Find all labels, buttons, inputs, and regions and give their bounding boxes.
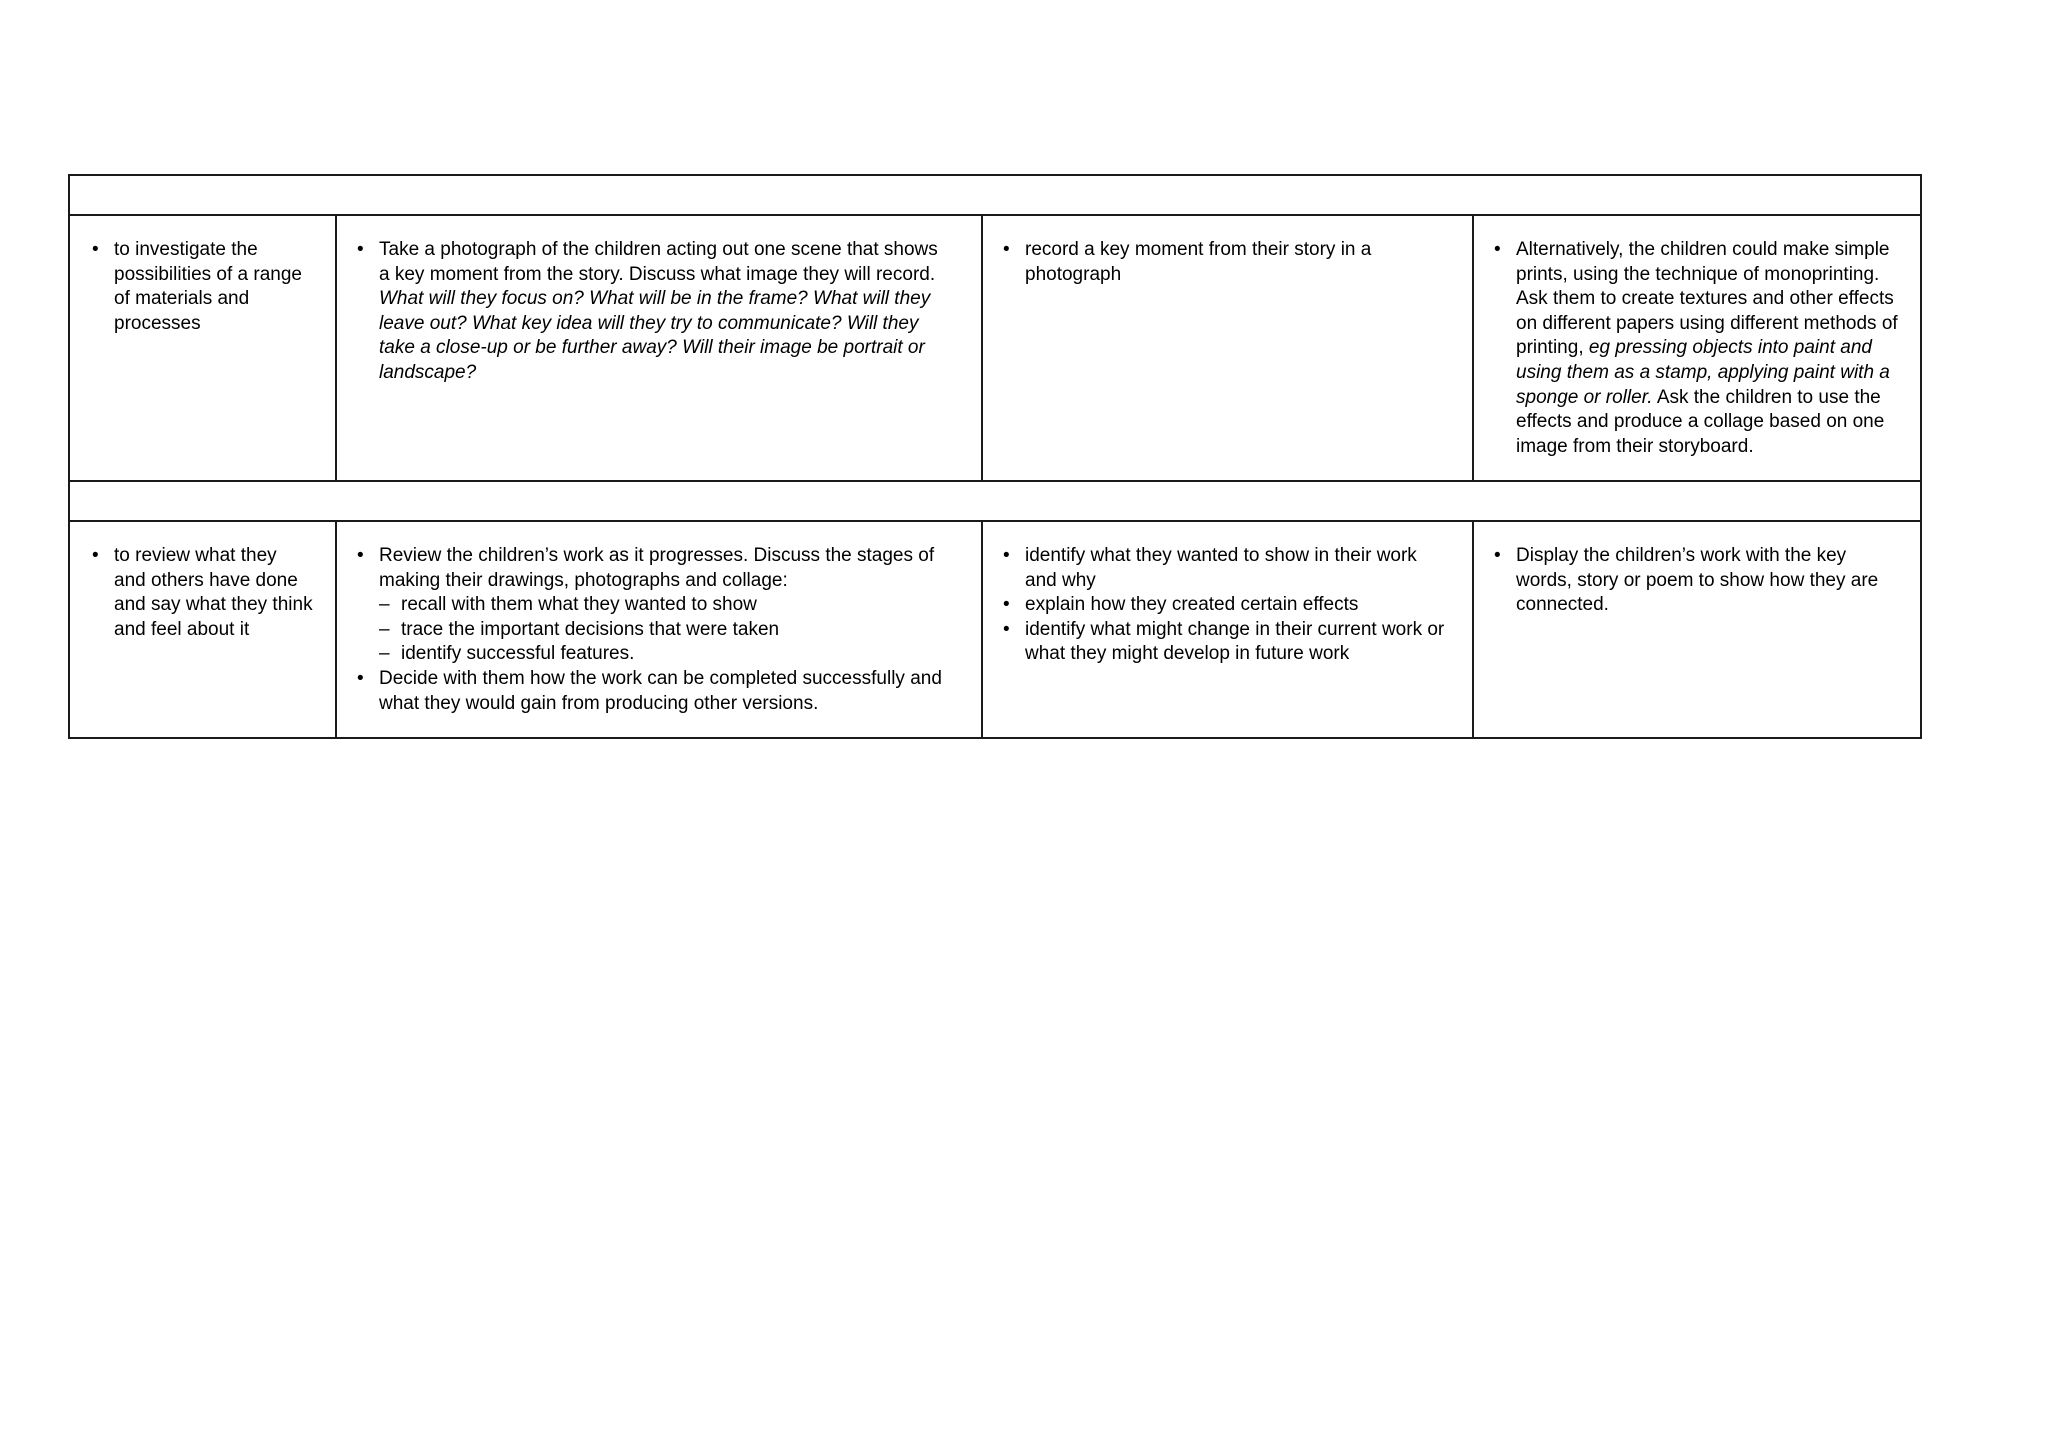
- outcome-cell: [982, 215, 1473, 481]
- activity-item: [357, 238, 953, 386]
- activity-questions: What will they focus on? What will be in the frame? What will they leave out? What key idea will they try to communicate? Will they take a close-up or be further away? Will their image be portrait or landscape?: [379, 288, 931, 383]
- objective-cell: [69, 215, 336, 481]
- objective-item: • to review what they and others have done and say what they think and feel about it: [92, 544, 313, 642]
- objective-cell: [69, 521, 336, 738]
- objective-item: • to investigate the possibilities of a range of materials and processes: [92, 238, 313, 336]
- section-header-cell-2: [69, 481, 1921, 521]
- extension-cell: [1473, 521, 1921, 738]
- extension-text-before: Alternatively, the children could make simple prints, using the technique of monoprinting. Ask them to create textures and other effects on different papers using different methods of printing,: [1516, 239, 1898, 359]
- activity-sub-list: [379, 593, 953, 667]
- activity-intro: Review the children’s work as it progresses. Discuss the stages of making their drawings, photographs and collage:: [379, 545, 935, 591]
- activity-item: [357, 544, 953, 667]
- table-row: [69, 521, 1921, 738]
- outcome-cell: [982, 521, 1473, 738]
- activity-item: • Decide with them how the work can be completed successfully and what they would gain from producing other versions.: [357, 667, 953, 716]
- outcome-item: • identify what they wanted to show in their work and why: [1003, 544, 1452, 593]
- section-header-row-2: [69, 481, 1921, 521]
- activity-cell: [336, 215, 982, 481]
- extension-item: [1494, 238, 1898, 459]
- extension-cell: [1473, 215, 1921, 481]
- outcome-item: • identify what might change in their current work or what they might develop in future work: [1003, 618, 1452, 667]
- activity-sub-item: – identify successful features.: [379, 642, 953, 667]
- outcome-item: • explain how they created certain effects: [1003, 593, 1452, 618]
- activity-text: Take a photograph of the children acting out one scene that shows a key moment from the story. Discuss what image they will record.: [379, 239, 938, 285]
- activity-cell: [336, 521, 982, 738]
- table-row: [69, 215, 1921, 481]
- extension-item: • Display the children’s work with the key words, story or poem to show how they are connected.: [1494, 544, 1898, 618]
- activity-sub-item: – trace the important decisions that were taken: [379, 618, 953, 643]
- activity-sub-item: – recall with them what they wanted to show: [379, 593, 953, 618]
- scheme-of-work-table: [68, 174, 1922, 739]
- outcome-item: • record a key moment from their story in a photograph: [1003, 238, 1452, 287]
- extension-examples: eg pressing objects into paint and using them as a stamp, applying paint with a sponge or roller.: [1516, 337, 1890, 408]
- extension-text-after: Ask the children to use the effects and produce a collage based on one image from their storyboard.: [1516, 386, 1885, 457]
- section-header-row-1: [69, 175, 1921, 215]
- section-header-cell-1: [69, 175, 1921, 215]
